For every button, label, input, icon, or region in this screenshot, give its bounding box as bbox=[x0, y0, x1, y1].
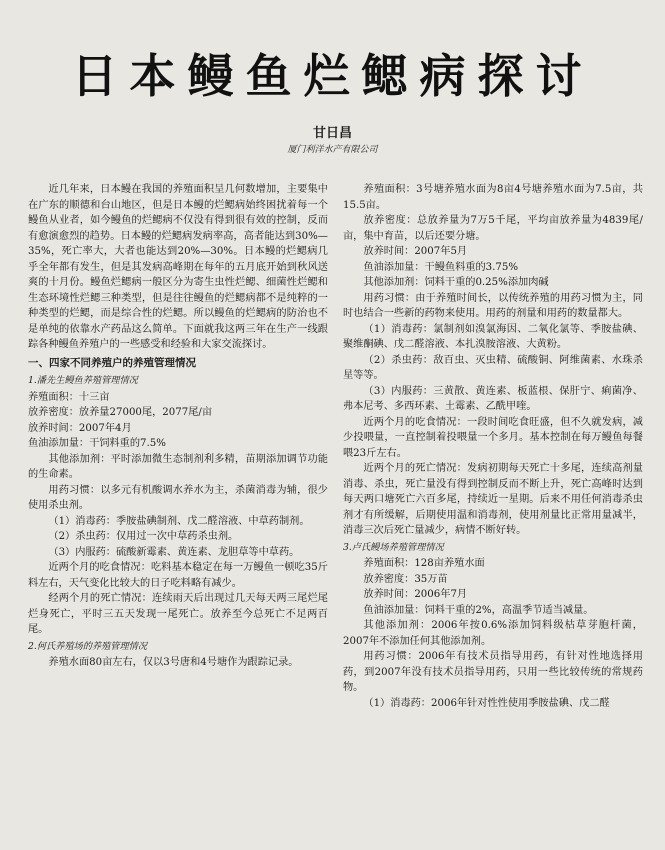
author-affiliation: 厦门利洋水产有限公司 bbox=[287, 145, 378, 155]
right-text-column bbox=[343, 182, 643, 711]
body-paragraph: 鱼油添加量：干饲料重的7.5% bbox=[28, 438, 166, 449]
article-author: 甘日昌 bbox=[312, 126, 352, 141]
body-paragraph: 其他添加剂：平时添加微生态制剂利多精，苗期添加调节功能的生命素。 bbox=[28, 453, 328, 480]
body-paragraph: 近两个月的死亡情况：发病初期每天死亡十多尾，连续高剂量消毒、杀虫，死亡量没有得到控制反而不断上升，死亡高峰时达到每天两口塘死亡六百多尾，持续近一星期。后来不用任何消毒杀虫剂才有所缓解，后期使用温和消毒剂，使用剂量比正常用量减半，消毒三次后死亡量减少，病情不断好转。 bbox=[343, 463, 643, 536]
body-paragraph: 养殖面积：128亩养殖水面 bbox=[363, 558, 485, 569]
body-paragraph: 养殖水面80亩左右，仅以3号唐和4号塘作为跟踪记录。 bbox=[48, 657, 299, 668]
body-paragraph: （1）消毒药：2006年针对性性使用季胺盐碘、戊二醛 bbox=[363, 697, 610, 709]
body-paragraph: （2）杀虫药：敌百虫、灭虫精、硫酸铜、阿维菌素、水珠杀星等等。 bbox=[343, 354, 643, 381]
body-paragraph: 近几年来，日本鳗在我国的养殖面积呈几何数增加，主要集中在广东的顺德和台山地区，但是日本鳗的烂鳃病始终困扰着每一个鳗鱼从业者，如今鳗鱼的烂鳃病不仅没有得到很有效的控制，反而有愈演愈烈的趋势。日本鳗的烂鳃病发病率高，高者能达到30%—35%，死亡率大，大者也能达到20%—30%。日本鳗的烂鳃病几乎全年都有发生，但是其发病高峰期在每年的五月底开始到秋风送爽的十月份。鳗鱼烂鳃病一般区分为寄生虫性烂鳃、细菌性烂鳃和生态环境性烂鳃三种类型，但是往往鳗鱼的烂鳃病都不是纯粹的一种类型的烂鳃，而是综合性的烂鳃。所以鳗鱼的烂鳃病的防治也不是单纯的依靠水产药品这么简单。下面就我这两三年在生产一线跟踪各种鳗鱼养殖户的一些感受和经验和大家交流探讨。 bbox=[28, 184, 328, 350]
body-paragraph: （1）消毒药：氯制剂如溴氯海因、二氧化氯等、季胺盐碘、聚维酮碘、戊二醛溶液、本扎溴胺溶液、大黄粉。 bbox=[343, 323, 643, 350]
body-paragraph: 近两个月的吃食情况：吃料基本稳定在每一万鳗鱼一顿吃35斤料左右，天气变化比较大的日子吃料略有减少。 bbox=[28, 562, 328, 589]
body-paragraph: 用药习惯：以多元有机酸调水养水为主，杀菌消毒为辅，很少使用杀虫剂。 bbox=[28, 484, 328, 511]
body-paragraph: （1）消毒药：季胺盐碘制剂、戊二醛溶液、中草药制剂。 bbox=[48, 515, 310, 527]
body-paragraph: 经两个月的死亡情况：连续雨天后出现过几天每天两三尾烂尾烂身死亡，平时三五天发现一尾死亡。放养至今总死亡不足两百尾。 bbox=[28, 593, 328, 635]
body-paragraph: （3）内服药：硫酸新霉素、黄连素、龙胆草等中草药。 bbox=[48, 546, 300, 558]
body-paragraph: （3）内服药：三黄散、黄连素、板蓝根、保肝宁、痢菌净、弗本尼考、多西环素、土霉素、乙酰甲喹。 bbox=[343, 385, 643, 412]
body-paragraph: 放养密度：放养量27000尾，2077尾/亩 bbox=[28, 407, 213, 418]
section-heading: 一、四家不同养殖户的养殖管理情况 bbox=[28, 356, 196, 369]
subsection-heading: 1.潘先生鳗鱼养殖管理情况 bbox=[28, 375, 138, 386]
body-paragraph: 用药习惯：2006年有技术员指导用药，有针对性地选择用药，到2007年没有技术员指导用药，只用一些比较传统的常规药物。 bbox=[343, 651, 643, 693]
body-paragraph: 放养时间：2006年7月 bbox=[363, 589, 468, 600]
body-paragraph: 用药习惯：由于养殖时间长，以传统养殖的用药习惯为主，同时也结合一些新的药物来使用。用药的剂量和用药的数量都大。 bbox=[343, 292, 643, 319]
body-paragraph: 放养密度：35万苗 bbox=[363, 573, 448, 585]
body-paragraph: 养殖面积：十三亩 bbox=[28, 391, 110, 403]
left-text-column bbox=[28, 182, 328, 671]
body-paragraph: （2）杀虫药：仅用过一次中草药杀虫剂。 bbox=[48, 531, 239, 542]
subsection-heading: 3.卢氏鳗场养殖管理情况 bbox=[343, 541, 444, 553]
body-paragraph: 其他添加剂：饲料干重的0.25%添加肉碱 bbox=[363, 277, 549, 288]
body-paragraph: 鱼油添加量：干鳗鱼料重的3.75% bbox=[363, 261, 519, 273]
body-paragraph: 近两个月的吃食情况：一段时间吃食旺盛，但不久就发病，减少投喂量，一直控制着投喂量一个多月。基本控制在每万鳗鱼每餐喂23斤左右。 bbox=[343, 416, 643, 459]
body-paragraph: 放养时间：2007年4月 bbox=[28, 422, 132, 434]
subsection-heading: 2.何氏养殖场的养殖管理情况 bbox=[28, 640, 148, 652]
body-paragraph: 养殖面积：3号塘养殖水面为8亩4号塘养殖水面为7.5亩，共15.5亩。 bbox=[343, 184, 643, 211]
body-paragraph: 放养时间：2007年5月 bbox=[363, 246, 468, 257]
body-paragraph: 鱼油添加量：饲料干重的2%，高温季节适当减量。 bbox=[363, 604, 594, 616]
article-title: 日本鳗鱼烂鳃病探讨 bbox=[71, 49, 594, 103]
body-paragraph: 其他添加剂：2006年按0.6%添加饲料级枯草芽胞杆菌，2007年不添加任何其他添加剂。 bbox=[343, 620, 643, 647]
body-paragraph: 放养密度：总放养量为7万5千尾，平均亩放养量为4839尾/亩，集中育苗，以后还要分塘。 bbox=[343, 215, 643, 242]
